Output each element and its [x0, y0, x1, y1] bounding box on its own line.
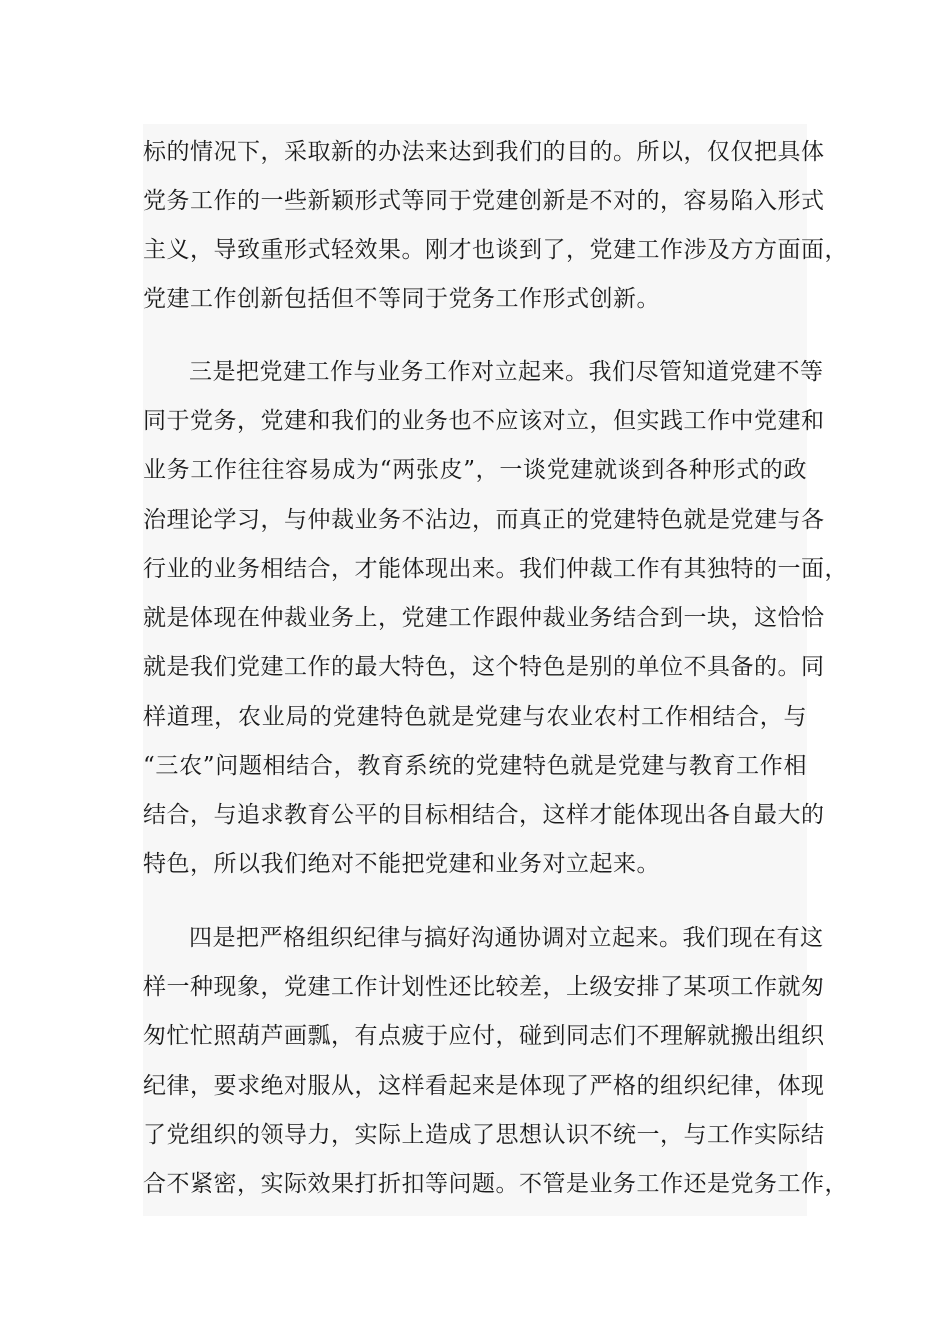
paragraph-line: 特色，所以我们绝对不能把党建和业务对立起来。 [143, 851, 660, 877]
document-body [143, 124, 848, 1216]
paragraph-line: 结合，与追求教育公平的目标相结合，这样才能体现出各自最大的 [143, 802, 825, 828]
paragraph-line: 合不紧密，实际效果打折扣等问题。不管是业务工作还是党务工作， [143, 1171, 848, 1197]
paragraph-line: 纪律，要求绝对服从，这样看起来是体现了严格的组织纪律，体现 [143, 1073, 825, 1099]
paragraph-line: 党务工作的一些新颖形式等同于党建创新是不对的，容易陷入形式 [143, 188, 825, 214]
paragraph-line: 就是体现在仲裁业务上，党建工作跟仲裁业务结合到一块，这恰恰 [143, 605, 825, 631]
paragraph-line: 标的情况下，采取新的办法来达到我们的目的。所以，仅仅把具体 [143, 139, 825, 165]
paragraph-line: 四是把严格组织纪律与搞好沟通协调对立起来。我们现在有这 [189, 925, 824, 951]
paragraph-line: 主义，导致重形式轻效果。刚才也谈到了，党建工作涉及方方面面， [143, 237, 848, 263]
paragraph-line: 行业的业务相结合，才能体现出来。我们仲裁工作有其独特的一面， [143, 556, 848, 582]
paragraph-line: 匆忙忙照葫芦画瓢，有点疲于应付，碰到同志们不理解就搬出组织 [143, 1023, 825, 1049]
paragraph-line: “三农”问题相结合，教育系统的党建特色就是党建与教育工作相 [143, 753, 807, 779]
paragraph-line: 了党组织的领导力，实际上造成了思想认识不统一，与工作实际结 [143, 1122, 825, 1148]
paragraph-line: 样一种现象，党建工作计划性还比较差，上级安排了某项工作就匆 [143, 974, 825, 1000]
paragraph-line: 业务工作往往容易成为“两张皮”，一谈党建就谈到各种形式的政 [143, 457, 807, 483]
paragraph-line: 治理论学习，与仲裁业务不沾边，而真正的党建特色就是党建与各 [143, 507, 825, 533]
paragraph-line: 同于党务，党建和我们的业务也不应该对立，但实践工作中党建和 [143, 408, 825, 434]
paragraph-line: 党建工作创新包括但不等同于党务工作形式创新。 [143, 286, 660, 312]
paragraph-line: 三是把党建工作与业务工作对立起来。我们尽管知道党建不等 [189, 359, 824, 385]
paragraph-line: 样道理，农业局的党建特色就是党建与农业农村工作相结合，与 [143, 704, 807, 730]
paragraph-line: 就是我们党建工作的最大特色，这个特色是别的单位不具备的。同 [143, 654, 825, 680]
